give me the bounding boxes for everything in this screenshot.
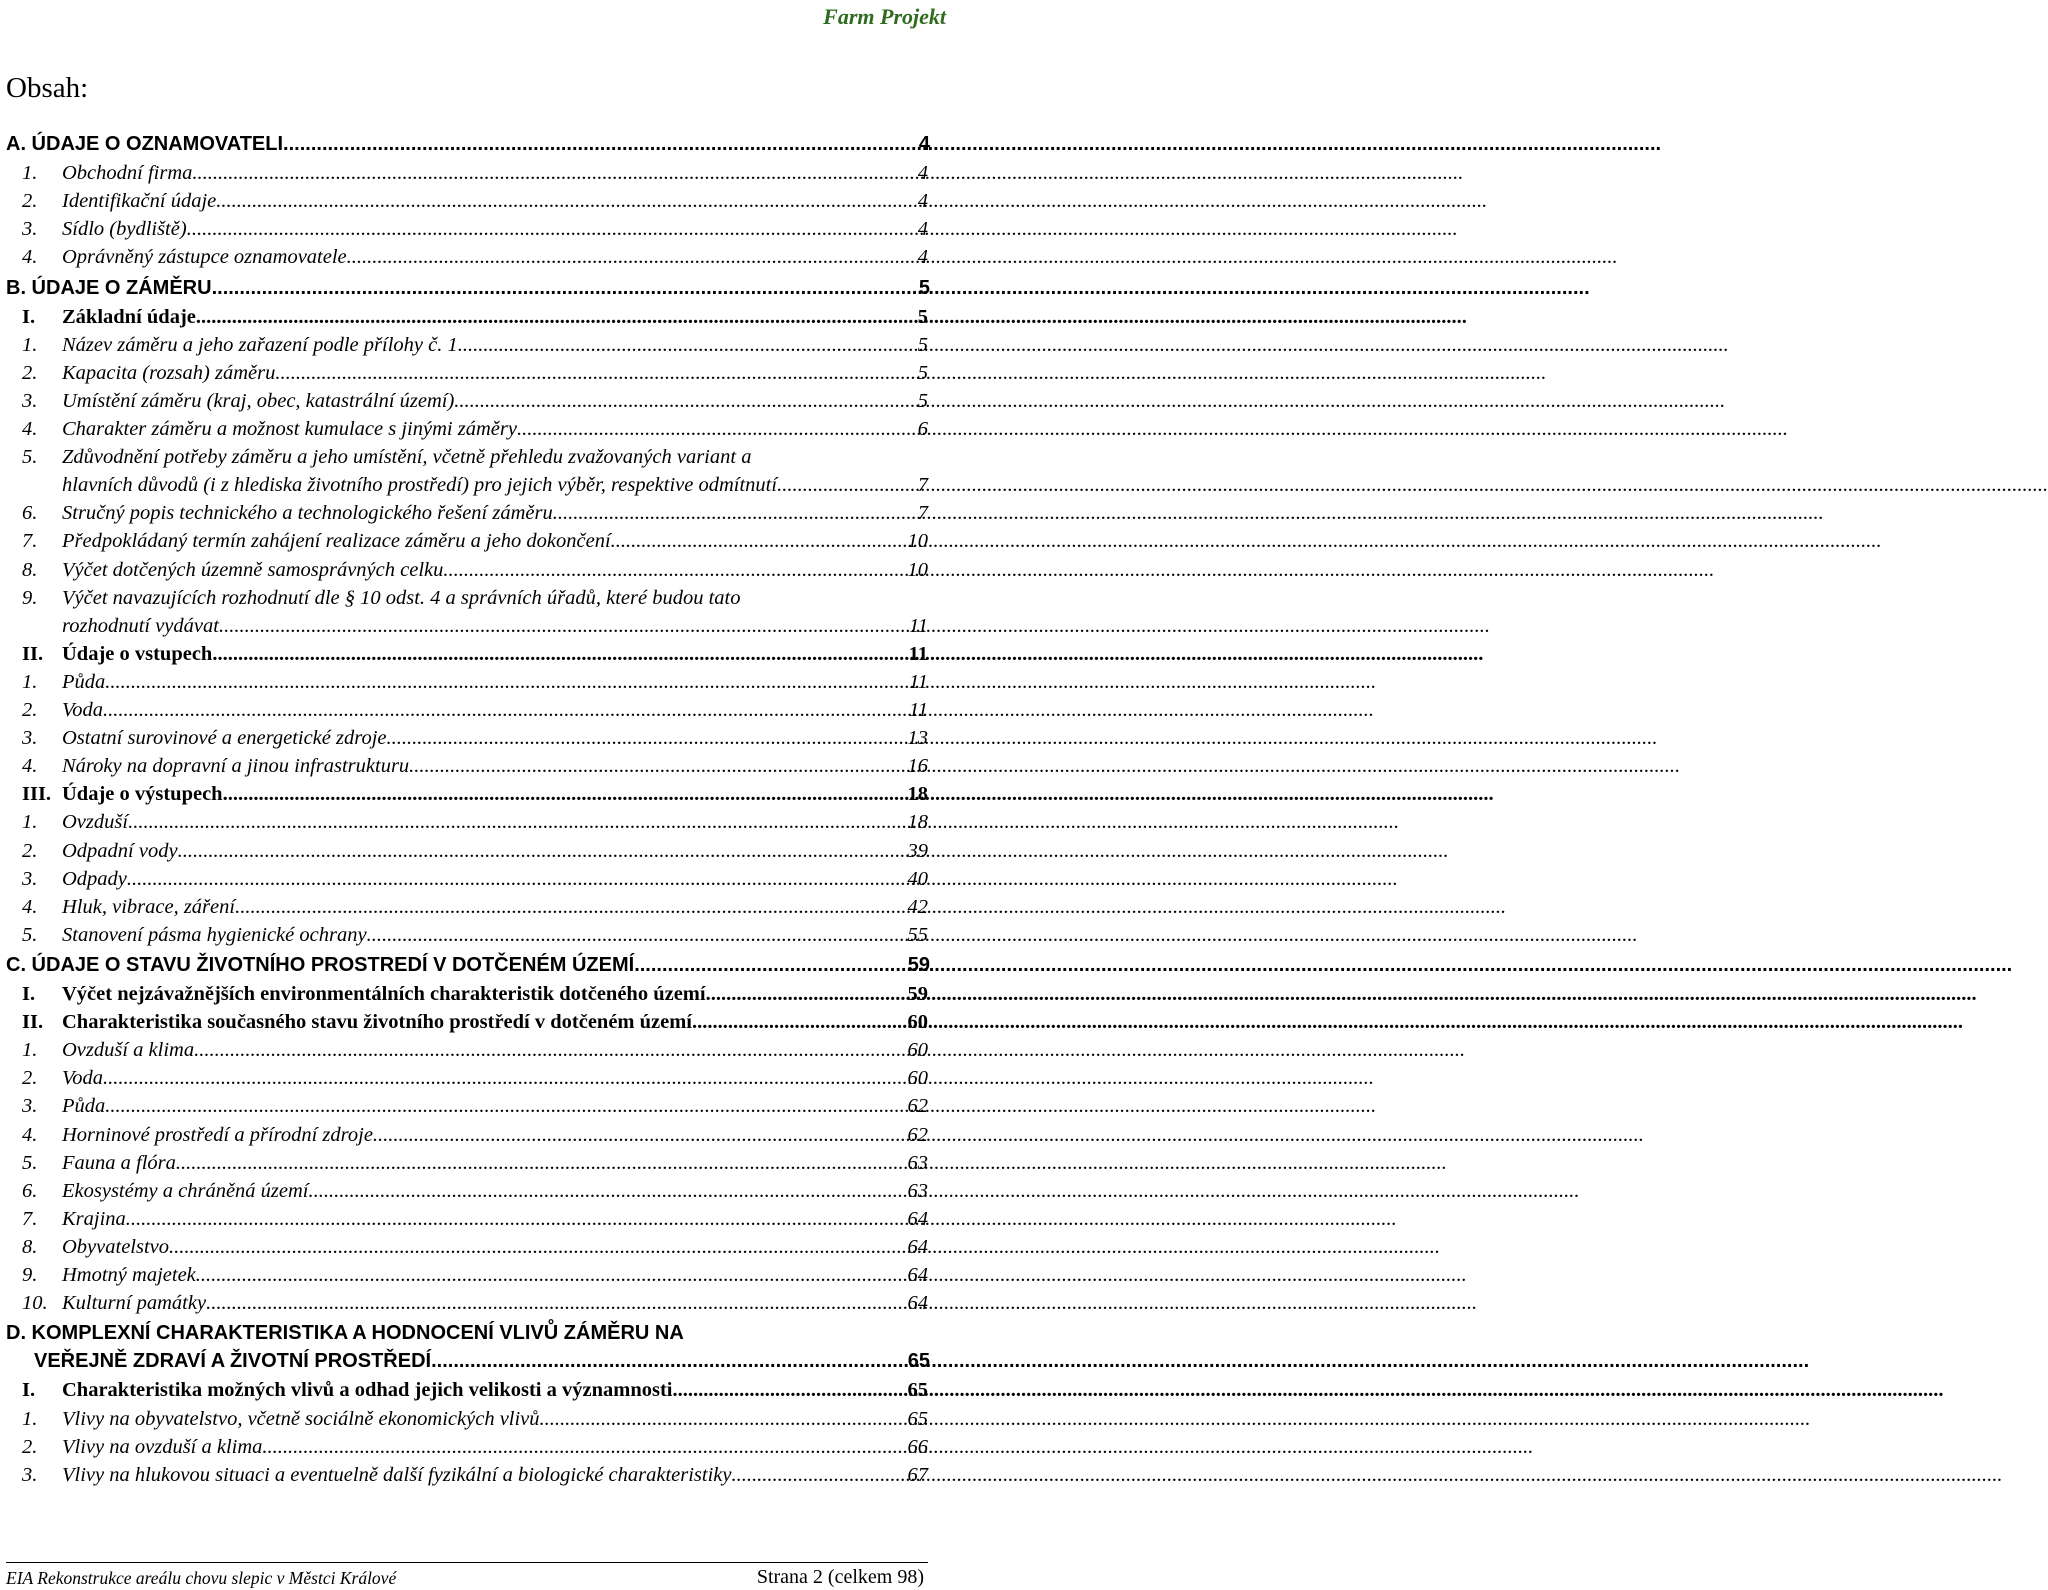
page-title: Obsah: <box>6 72 89 104</box>
toc-dot-leader <box>103 696 907 724</box>
toc-dot-leader <box>196 1261 906 1289</box>
toc-entry-title: Charakteristika současného stavu životního prostředí v dotčeném území <box>62 1011 692 1034</box>
toc-entry-title: C. ÚDAJE O STAVU ŽIVOTNÍHO PROSTREDÍ V DOTČENÉM ÚZEMÍ <box>6 953 635 976</box>
toc-dot-leader <box>169 1233 905 1261</box>
toc-entry-number: 3. <box>22 389 38 412</box>
toc-page-number: 7 <box>917 502 928 525</box>
toc-page-number: 63 <box>907 1179 928 1202</box>
toc-entry-number: 9. <box>22 586 38 609</box>
toc-entry-number: 3. <box>22 1095 38 1118</box>
toc-page-number: 39 <box>907 839 928 862</box>
toc-entry-title: Nároky na dopravní a jinou infrastrukturu <box>62 755 410 778</box>
toc-entry-number: 4. <box>22 246 38 269</box>
toc-entry-number: 6. <box>22 502 38 525</box>
toc-page-number: 40 <box>907 867 928 890</box>
toc-entry-title: Fauna a flóra <box>62 1151 176 1174</box>
toc-page-number: 4 <box>917 218 928 241</box>
toc-entry-title: Stručný popis technického a technologického řešení záměru <box>62 502 553 525</box>
toc-entry-title: Krajina <box>62 1207 126 1230</box>
toc-page-number: 5 <box>917 333 928 356</box>
toc-dot-leader <box>458 331 916 359</box>
toc-page-number: 60 <box>907 1039 928 1062</box>
toc-page-number: 11 <box>909 614 928 637</box>
toc-entry-title: Oprávněný zástupce oznamovatele <box>62 246 347 269</box>
toc-page-number: 42 <box>907 895 928 918</box>
toc-page-number: 59 <box>907 953 930 976</box>
toc-dot-leader <box>194 1036 905 1064</box>
toc-entry-title: Zdůvodnění potřeby záměru a jeho umístění, včetně přehledu zvažovaných variant a <box>62 446 752 469</box>
toc-page-number: 64 <box>907 1264 928 1286</box>
toc-entry-number: 4. <box>22 1123 38 1146</box>
toc-entry-title: Vlivy na ovzduší a klima <box>62 1435 263 1458</box>
toc-entry-title: Půda <box>62 1095 106 1118</box>
toc-entry-title: Hluk, vibrace, záření <box>62 895 236 918</box>
toc-page-number: 4 <box>917 162 928 185</box>
toc-entry-number: 5. <box>22 1151 38 1174</box>
brand-header: Farm Projekt <box>823 4 946 29</box>
toc-page-number: 64 <box>907 1235 928 1258</box>
toc-entry-title: Ovzduší a klima <box>62 1039 195 1062</box>
toc-dot-leader <box>219 612 907 640</box>
toc-entry-title: Charakter záměru a možnost kumulace s jinými záměry <box>62 418 517 440</box>
toc-dot-leader <box>611 527 906 555</box>
toc-page-number: 16 <box>907 755 928 778</box>
toc-entry-number: 2. <box>22 1067 38 1090</box>
toc-page-number: 62 <box>907 1123 928 1146</box>
toc-entry-number: 3. <box>22 218 38 241</box>
toc-page-number: 4 <box>917 190 928 213</box>
toc-entry-title: Odpadní vody <box>62 839 178 862</box>
toc-dot-leader <box>105 668 907 696</box>
toc-dot-leader <box>777 471 916 499</box>
toc-entry-title: rozhodnutí vydávat <box>62 614 219 637</box>
toc-entry-title: Výčet dotčených územně samosprávných celku <box>62 558 444 581</box>
toc-page-number: 5 <box>917 305 928 328</box>
toc-entry-number: I. <box>22 305 36 328</box>
toc-entry-number: 1. <box>22 162 38 185</box>
toc-entry-title: Obyvatelstvo <box>62 1235 170 1258</box>
toc-entry-number: 10. <box>22 1292 48 1315</box>
toc-page-number: 7 <box>917 474 928 497</box>
toc-page-number: 11 <box>909 670 928 693</box>
toc-entry-number: 1. <box>22 811 38 834</box>
toc-dot-leader <box>443 556 905 584</box>
toc-dot-leader <box>212 274 917 302</box>
toc-dot-leader <box>540 1405 906 1433</box>
toc-entry-title: Identifikační údaje <box>62 190 217 213</box>
toc-entry-title: Předpokládaný termín zahájení realizace záměru a jeho dokončení <box>62 530 611 553</box>
toc-dot-leader <box>235 893 905 921</box>
toc-entry-title: Horninové prostředí a přírodní zdroje <box>62 1123 373 1146</box>
toc-dot-leader <box>126 1205 906 1233</box>
toc-entry-number: 4. <box>22 755 38 778</box>
toc-dot-leader <box>347 243 916 271</box>
footer-document-title: EIA Rekonstrukce areálu chovu slepic v Městci Králové <box>6 1568 397 1588</box>
toc-entry-title: D. KOMPLEXNÍ CHARAKTERISTIKA A HODNOCENÍ VLIVŮ ZÁMĚRU NA <box>6 1322 684 1345</box>
toc-entry-number: 6. <box>22 1179 38 1202</box>
toc-dot-leader <box>367 921 906 949</box>
toc-dot-leader <box>212 640 906 668</box>
toc-dot-leader <box>387 724 906 752</box>
toc-page-number: 18 <box>907 811 928 834</box>
toc-page-number: 60 <box>907 1067 928 1090</box>
toc-entry-number: 5. <box>22 446 38 469</box>
toc-entry-title: Název záměru a jeho zařazení podle přílohy č. 1 <box>62 333 458 356</box>
toc-entry-number: 1. <box>22 333 38 356</box>
toc-page-number: 67 <box>907 1463 928 1486</box>
toc-entry-title: Obchodní firma <box>62 162 193 185</box>
toc-dot-leader <box>127 865 906 893</box>
toc-page-number: 59 <box>907 983 928 1005</box>
toc-entry-title: Údaje o výstupech <box>62 783 223 806</box>
toc-page-number: 63 <box>907 1151 928 1174</box>
toc-entry-title: Voda <box>62 1067 103 1090</box>
toc-entry-title: Výčet nejzávažnějších environmentálních charakteristik dotčeného území <box>62 983 706 1005</box>
toc-entry-number: I. <box>22 1379 36 1402</box>
toc-page-number: 6 <box>917 418 928 440</box>
toc-entry-number: II. <box>22 1011 44 1034</box>
toc-entry-title: Ostatní surovinové a energetické zdroje <box>62 727 387 750</box>
toc-entry-title: Charakteristika možných vlivů a odhad jejich velikosti a významnosti <box>62 1379 673 1402</box>
toc-dot-leader <box>373 1121 906 1149</box>
toc-entry-number: 7. <box>22 1207 38 1230</box>
toc-dot-leader <box>178 837 906 865</box>
toc-entry-number: 2. <box>22 839 38 862</box>
toc-entry-number: 2. <box>22 190 38 213</box>
toc-entry-title: Údaje o vstupech <box>62 642 213 665</box>
toc-page-number: 66 <box>907 1435 928 1458</box>
toc-dot-leader <box>216 187 915 215</box>
toc-page-number: 60 <box>907 1011 928 1034</box>
toc-dot-leader <box>731 1461 905 1489</box>
toc-page-number: 5 <box>918 276 930 299</box>
toc-page-number: 10 <box>907 530 928 553</box>
toc-entry-title: Půda <box>62 670 106 693</box>
toc-entry-number: 1. <box>22 1407 38 1430</box>
toc-entry-number: 3. <box>22 727 38 750</box>
toc-entry-title: Stanovení pásma hygienické ochrany <box>62 923 367 946</box>
toc-entry-number: 1. <box>22 1039 38 1062</box>
toc-entry-number: 2. <box>22 361 38 384</box>
toc-page-number: 62 <box>907 1095 928 1118</box>
toc-entry-title: Sídlo (bydliště) <box>62 218 187 241</box>
toc-page-number: 4 <box>917 246 928 269</box>
toc-entry-title: Ekosystémy a chráněná území <box>62 1179 309 1202</box>
toc-dot-leader <box>692 1008 906 1036</box>
toc-entry-number: 2. <box>22 699 38 721</box>
toc-entry-title: Voda <box>62 699 103 721</box>
toc-dot-leader <box>196 303 916 331</box>
toc-entry-number: 1. <box>22 670 38 693</box>
toc-entry-title: Základní údaje <box>62 305 196 328</box>
toc-entry-number: II. <box>22 642 44 665</box>
toc-page-number: 65 <box>907 1379 928 1402</box>
toc-entry-title: hlavních důvodů (i z hlediska životního prostředí) pro jejich výběr, respektive odmítnutí <box>62 474 778 497</box>
toc-page-number: 65 <box>907 1407 928 1430</box>
toc-page-number: 11 <box>908 642 928 665</box>
toc-dot-leader <box>223 780 906 808</box>
toc-entry-title: Hmotný majetek <box>62 1264 196 1286</box>
toc-entry-title: Umístění záměru (kraj, obec, katastrální území) <box>62 389 455 412</box>
toc-entry-number: 2. <box>22 1435 38 1458</box>
toc-dot-leader <box>262 1433 905 1461</box>
toc-dot-leader <box>176 1149 906 1177</box>
toc-entry-number: 7. <box>22 530 38 553</box>
footer-divider <box>6 1562 928 1563</box>
toc-page-number: 65 <box>907 1350 930 1373</box>
toc-page-number: 4 <box>918 133 930 155</box>
toc-dot-leader <box>431 1347 906 1375</box>
toc-page-number: 64 <box>907 1207 928 1230</box>
toc-dot-leader <box>706 980 906 1008</box>
toc-dot-leader <box>409 752 905 780</box>
toc-dot-leader <box>206 1289 905 1317</box>
toc-entry-title: Odpady <box>62 867 127 890</box>
toc-page-number: 55 <box>907 923 928 946</box>
document-page <box>0 0 960 1590</box>
toc-dot-leader <box>105 1092 905 1120</box>
toc-entry-number: III. <box>22 783 52 806</box>
toc-dot-leader <box>192 159 915 187</box>
toc-dot-leader <box>187 215 916 243</box>
toc-entry-number: 8. <box>22 558 38 581</box>
toc-entry-number: 4. <box>22 895 38 918</box>
toc-entry-title: Vlivy na obyvatelstvo, včetně sociálně ekonomických vlivů <box>62 1407 540 1430</box>
toc-entry-title: Výčet navazujících rozhodnutí dle § 10 odst. 4 a správních úřadů, které budou tato <box>62 586 741 609</box>
toc-dot-leader <box>309 1177 906 1205</box>
toc-page-number: 11 <box>909 699 928 721</box>
toc-entry-number: 8. <box>22 1235 38 1258</box>
toc-entry-title: B. ÚDAJE O ZÁMĚRU <box>6 276 212 299</box>
toc-dot-leader <box>283 130 917 158</box>
toc-entry-number: I. <box>22 983 36 1005</box>
toc-dot-leader <box>553 499 916 527</box>
toc-entry-title: VEŘEJNĚ ZDRAVÍ A ŽIVOTNÍ PROSTŘEDÍ <box>34 1350 432 1373</box>
toc-page-number: 10 <box>907 558 928 581</box>
toc-page-number: 64 <box>907 1292 928 1315</box>
toc-entry-number: 3. <box>22 867 38 890</box>
toc-entry-number: 9. <box>22 1264 38 1286</box>
toc-page-number: 18 <box>907 783 928 806</box>
toc-entry-title: Ovzduší <box>62 811 129 834</box>
toc-entry-number: 4. <box>22 418 38 440</box>
toc-entry-title: Vlivy na hlukovou situaci a eventuelně další fyzikální a biologické charakteristiky <box>62 1463 732 1486</box>
footer-page-number: Strana 2 (celkem 98) <box>756 1566 924 1588</box>
toc-dot-leader <box>634 951 906 979</box>
toc-entry-title: Kulturní památky <box>62 1292 207 1315</box>
toc-entry-number: 5. <box>22 923 38 946</box>
toc-dot-leader <box>128 808 905 836</box>
toc-dot-leader <box>103 1064 906 1092</box>
toc-page-number: 5 <box>917 361 928 384</box>
toc-entry-title: Kapacita (rozsah) záměru <box>62 361 276 384</box>
toc-page-number: 5 <box>917 389 928 412</box>
toc-page-number: 13 <box>907 727 928 750</box>
toc-dot-leader <box>517 415 916 443</box>
toc-dot-leader <box>275 359 915 387</box>
toc-dot-leader <box>454 387 915 415</box>
toc-entry-number: 3. <box>22 1463 38 1486</box>
toc-dot-leader <box>672 1376 905 1404</box>
toc-entry-title: A. ÚDAJE O OZNAMOVATELI <box>6 133 284 155</box>
